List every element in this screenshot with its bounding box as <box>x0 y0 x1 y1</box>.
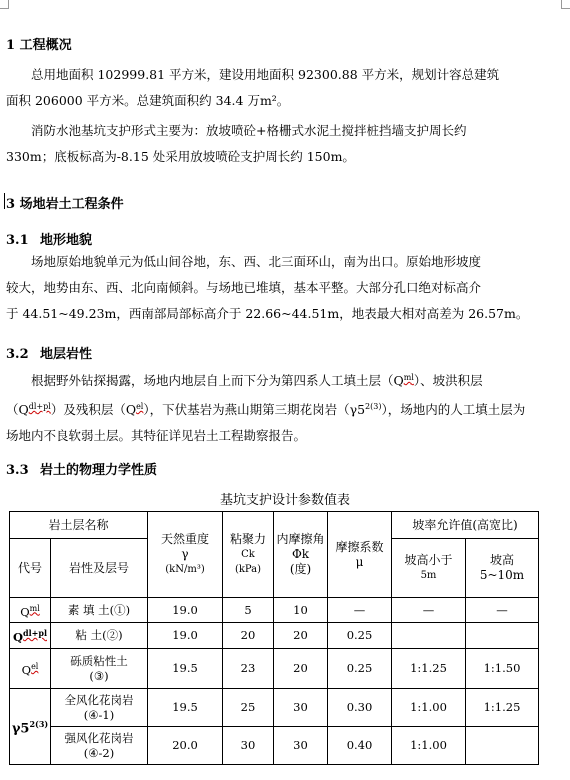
superscript: el <box>136 402 144 412</box>
header-label: 天然重度 <box>160 532 209 546</box>
cell-c: 25 <box>223 689 274 727</box>
cell-c: 23 <box>223 649 274 689</box>
page-corner-mark <box>0 0 9 9</box>
heading-number: 3.2 <box>6 347 29 362</box>
header-cohesion <box>223 512 274 598</box>
text-span: ），下伏基岩为燕山期第三期花岗岩（γ5 <box>143 402 366 418</box>
header-code: 代号 <box>10 539 51 598</box>
cell-phi: 20 <box>274 649 328 689</box>
section-3-2-paragraph <box>6 365 562 449</box>
heading-title: 地层岩性 <box>40 347 93 362</box>
text-line: 消防水池基坑支护形式主要为：放坡喷砼+格栅式水泥土搅拌桩挡墙支护周长约 <box>31 123 467 138</box>
text-line: 较大，地势由东、西、北向南倾斜。与场地已堆填，基本平整。大部分孔口绝对标高介 <box>6 280 482 295</box>
superscript: dl+pl <box>28 402 51 412</box>
text-line: 面积 206000 平方米。总建筑面积约 34.4 万m²。 <box>6 93 290 108</box>
header-label: 5m <box>420 570 437 581</box>
table-row <box>10 727 539 765</box>
cell-slope-2 <box>466 727 539 765</box>
header-label: 坡高小于 <box>404 553 453 567</box>
heading-title: 岩土的物理力学性质 <box>40 463 158 478</box>
heading-number: 3.1 <box>6 233 29 248</box>
header-unit: (kPa) <box>234 564 262 575</box>
code-sup: 2(3) <box>29 718 49 729</box>
cell-nature: 素 填 土(①) <box>51 598 148 623</box>
header-soil-name: 岩土层名称 <box>10 512 148 539</box>
text-span: 根据野外钻探揭露，场地内地层自上而下分为第四系人工填土层（Q <box>31 373 404 389</box>
header-label: 粘聚力 <box>229 532 266 546</box>
cell-nature <box>51 689 148 727</box>
nature-line: 砾质粘性土 <box>70 653 128 668</box>
heading-title: 地形地貌 <box>40 233 93 248</box>
code-sup: dl+pl <box>23 628 47 639</box>
header-slope-5-10: 坡高 5~10m <box>466 539 539 598</box>
cell-gamma: 19.5 <box>148 649 223 689</box>
cell-slope-2: 1:1.25 <box>466 689 539 727</box>
code-sup: ml <box>29 603 40 613</box>
cell-mu: 0.40 <box>328 727 392 765</box>
nature-line: 全风化花岗岩 <box>64 692 134 707</box>
header-unit: (度) <box>289 562 312 576</box>
cell-slope-2: 1:1.50 <box>466 649 539 689</box>
cell-slope-1: — <box>392 598 466 623</box>
code-letter: γ5 <box>11 721 30 737</box>
text-line: 场地原始地貌单元为低山间谷地，东、西、北三面环山，南为出口。原始地形坡度 <box>31 254 482 269</box>
section-3-heading: 3 场地岩土工程条件 <box>6 197 124 212</box>
header-slope: 坡率允许值(高宽比) <box>392 512 539 539</box>
table-row <box>10 649 539 689</box>
cell-slope-1: 1:1.00 <box>392 727 466 765</box>
cell-mu: 0.30 <box>328 689 392 727</box>
header-symbol: μ <box>355 554 364 569</box>
section-3-3-heading <box>6 459 157 478</box>
code-letter: Q <box>13 629 24 644</box>
cell-phi: 30 <box>274 727 328 765</box>
header-symbol: Ck <box>241 549 255 560</box>
table-title: 基坑支护设计参数值表 <box>219 493 350 508</box>
text-cursor <box>4 193 5 209</box>
cell-code <box>10 689 51 765</box>
section-3-1-paragraph <box>6 249 562 327</box>
header-friction-angle <box>274 512 328 598</box>
text-span: ）及残积层（Q <box>50 402 137 418</box>
header-symbol: Φk <box>291 547 310 561</box>
cell-phi: 20 <box>274 623 328 649</box>
code-letter: Q <box>21 662 32 677</box>
text-span: ）、坡洪积层 <box>413 373 483 389</box>
heading-number: 3.3 <box>6 463 29 478</box>
nature-line: (③) <box>89 668 109 683</box>
cell-gamma: 19.0 <box>148 598 223 623</box>
header-label: 内摩擦角 <box>276 532 325 546</box>
section-3-2-heading <box>6 343 92 362</box>
cell-phi: 10 <box>274 598 328 623</box>
text-line: 330m；底板标高为-8.15 处采用放坡喷砼支护周长约 150m。 <box>6 149 355 164</box>
section-3-1-heading <box>6 229 92 248</box>
section-1-paragraph-1 <box>6 62 562 114</box>
superscript: ml <box>403 373 414 382</box>
text-line: 场地内不良软弱土层。其特征详见岩土工程勘察报告。 <box>6 428 307 444</box>
code-letter: Q <box>20 604 30 619</box>
header-label: 摩擦系数 <box>335 539 384 554</box>
header-slope-lt5 <box>392 539 466 598</box>
cell-c: 5 <box>223 598 274 623</box>
superscript: 2(3) <box>365 402 382 412</box>
cell-gamma: 19.0 <box>148 623 223 649</box>
cell-mu: — <box>328 598 392 623</box>
cell-slope-1 <box>392 623 466 649</box>
nature-line: (④-1) <box>83 707 115 722</box>
header-nature: 岩性及层号 <box>51 539 148 598</box>
cell-mu: 0.25 <box>328 649 392 689</box>
table-row <box>10 623 539 649</box>
header-friction-coef <box>328 512 392 598</box>
section-1-paragraph-2 <box>6 118 562 170</box>
parameter-table <box>9 511 539 765</box>
cell-gamma: 19.5 <box>148 689 223 727</box>
cell-slope-2: — <box>466 598 539 623</box>
page-corner-mark <box>561 0 570 9</box>
cell-slope-2 <box>466 623 539 649</box>
cell-c: 30 <box>223 727 274 765</box>
nature-line: 强风化花岗岩 <box>64 730 134 745</box>
section-1-heading: 1 工程概况 <box>6 38 72 53</box>
cell-code <box>10 649 51 689</box>
cell-nature: 粘 土(②) <box>51 623 148 649</box>
table-row <box>10 598 539 623</box>
cell-slope-1: 1:1.25 <box>392 649 466 689</box>
table-row <box>10 689 539 727</box>
cell-mu: 0.25 <box>328 623 392 649</box>
cell-code <box>10 598 51 623</box>
header-unit: (kN/m³) <box>165 564 205 575</box>
text-span: （Q <box>6 402 29 418</box>
cell-phi: 30 <box>274 689 328 727</box>
cell-gamma: 20.0 <box>148 727 223 765</box>
cell-c: 20 <box>223 623 274 649</box>
cell-slope-1: 1:1.00 <box>392 689 466 727</box>
code-sup: el <box>31 662 39 672</box>
text-line: 总用地面积 102999.81 平方米，建设用地面积 92300.88 平方米，规划计容总建筑 <box>31 67 500 82</box>
cell-nature <box>51 727 148 765</box>
cell-nature <box>51 649 148 689</box>
header-symbol: γ <box>181 547 189 561</box>
header-unit-weight <box>148 512 223 598</box>
nature-line: (④-2) <box>83 745 115 760</box>
table-header-row <box>10 512 539 539</box>
text-line: 于 44.51~49.23m，西南部局部标高介于 22.66~44.51m，地表最大相对高差为 26.57m。 <box>6 306 529 321</box>
text-span: ），场地内的人工填土层为 <box>381 402 526 418</box>
cell-code <box>10 623 51 649</box>
